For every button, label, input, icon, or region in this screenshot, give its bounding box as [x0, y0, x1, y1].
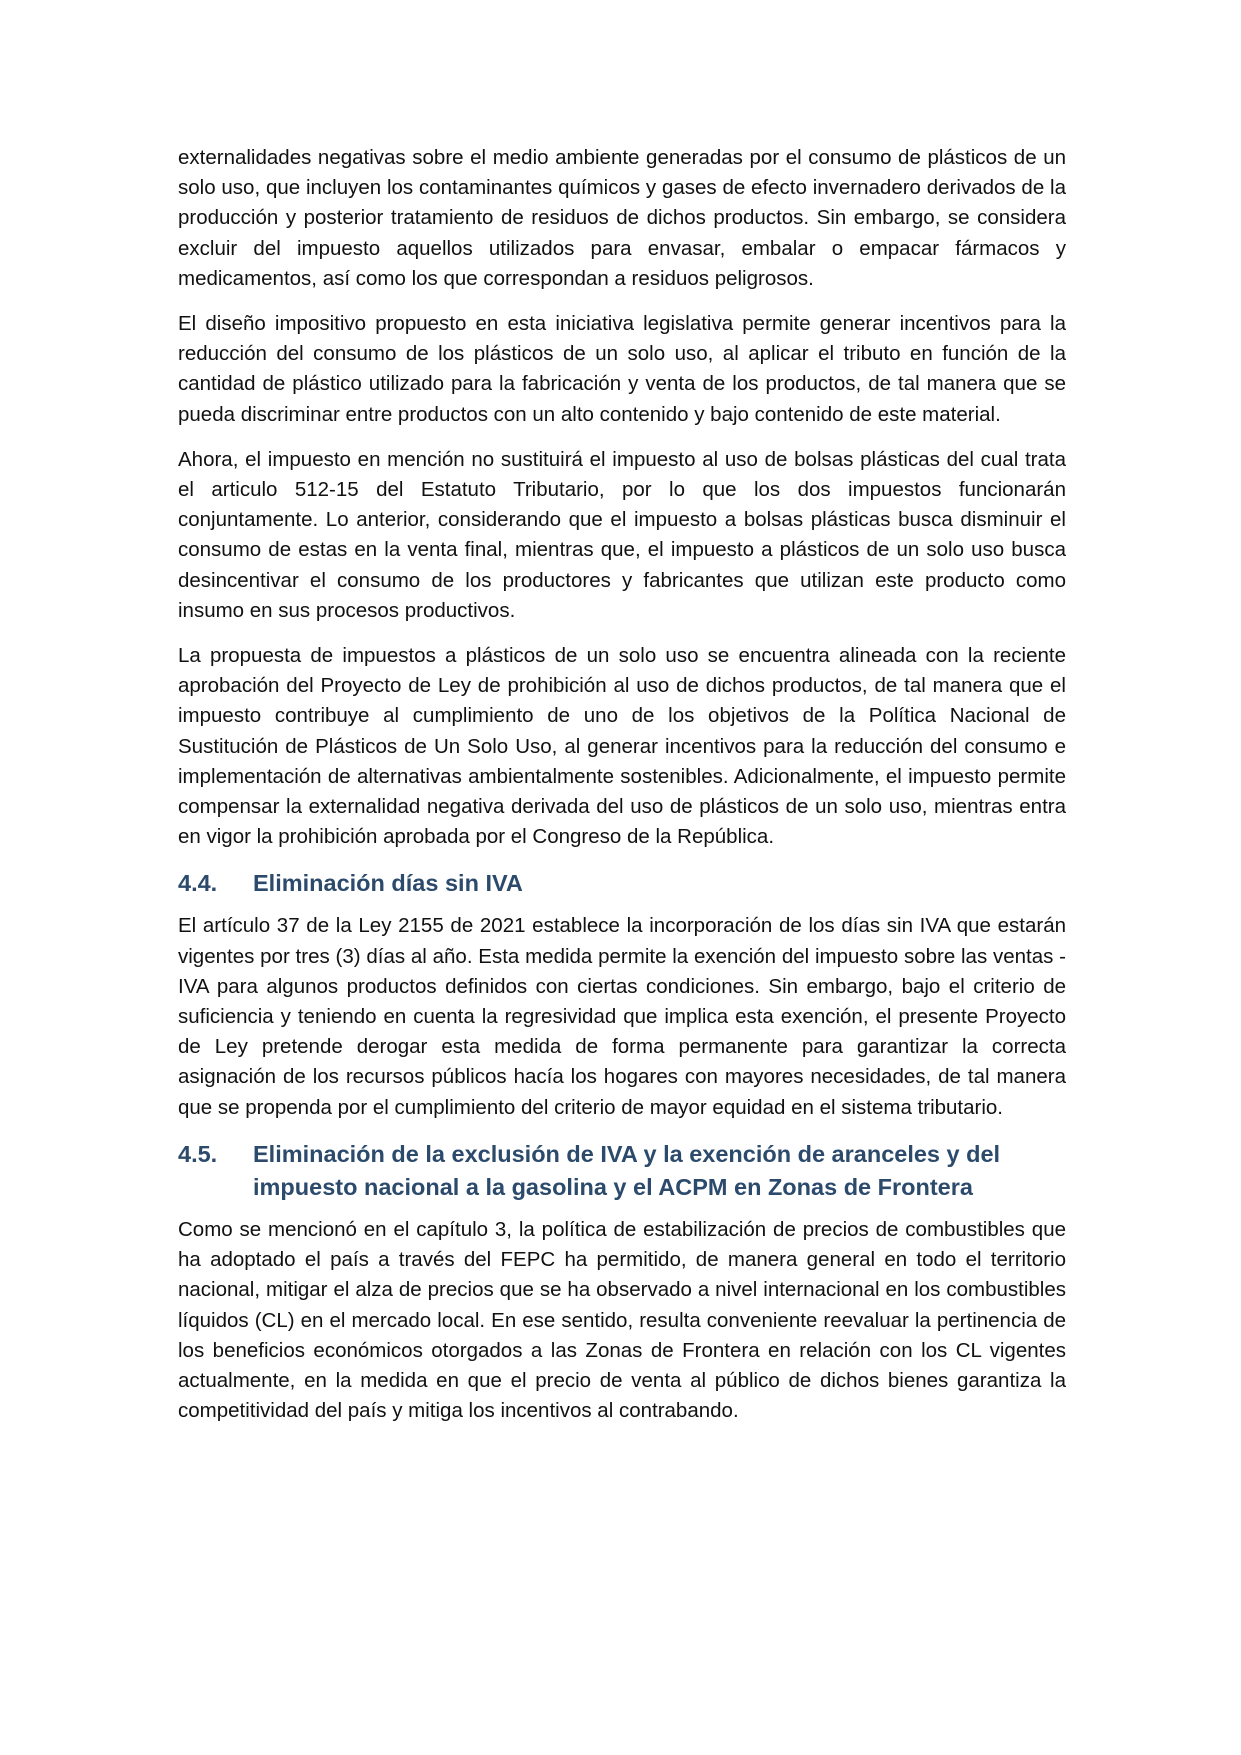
paragraph-days-without-vat: El artículo 37 de la Ley 2155 de 2021 establece la incorporación de los días sin IVA que estarán vigentes por tres (3) días al año. Esta medida permite la exención del impuesto sobre las ventas -IVA para algunos productos definidos con ciertas condiciones. Sin embargo, bajo el criterio de suficiencia y teniendo en cuenta la regresividad que implica esta exención, el presente Proyecto de Ley pretende derogar esta medida de forma permanente para garantizar la correcta asignación de los recursos públicos hacía los hogares con mayores necesidades, de tal manera que se propenda por el cumplimiento del criterio de mayor equidad en el sistema tributario.: [178, 914, 1066, 1119]
paragraph-plastics-externalities: externalidades negativas sobre el medio ambiente generadas por el consumo de plásticos de un solo uso, que incluyen los contaminantes químicos y gases de efecto invernadero derivados de la producción y posterior tratamiento de residuos de dichos productos. Sin embargo, se considera excluir del impuesto aquellos utilizados para envasar, embalar o empacar fármacos y medicamentos, así como los que correspondan a residuos peligrosos.: [178, 146, 1066, 290]
section-heading-4-5: [178, 1138, 1066, 1204]
section-title: Eliminación de la exclusión de IVA y la exención de aranceles y del impuesto nacional a la gasolina y el ACPM en Zonas de Frontera: [253, 1140, 1001, 1200]
paragraph-border-zones: Como se mencionó en el capítulo 3, la política de estabilización de precios de combustibles que ha adoptado el país a través del FEPC ha permitido, de manera general en todo el territorio nacional, mitigar el alza de precios que se ha observado a nivel internacional en los combustibles líquidos (CL) en el mercado local. En ese sentido, resulta conveniente reevaluar la pertinencia de los beneficios económicos otorgados a las Zonas de Frontera en relación con los CL vigentes actualmente, en la medida en que el precio de venta al público de dichos bienes garantiza la competitividad del país y mitiga los incentivos al contrabando.: [178, 1217, 1066, 1423]
section-heading-4-4: [178, 867, 1066, 900]
section-title: Eliminación días sin IVA: [253, 870, 523, 897]
document-page: [178, 143, 1066, 1441]
paragraph-plastics-policy-alignment: La propuesta de impuestos a plásticos de un solo uso se encuentra alineada con la reciente aprobación del Proyecto de Ley de prohibición al uso de dichos productos, de tal manera que el impuesto contribuye al cumplimiento de uno de los objetivos de la Política Nacional de Sustitución de Plásticos de Un Solo Uso, al generar incentivos para la reducción del consumo e implementación de alternativas ambientalmente sostenibles. Adicionalmente, el impuesto permite compensar la externalidad negativa derivada del uso de plásticos de un solo uso, mientras entra en vigor la prohibición aprobada por el Congreso de la República.: [178, 644, 1066, 849]
section-number: 4.4.: [178, 870, 218, 897]
paragraph-tax-design: El diseño impositivo propuesto en esta iniciativa legislativa permite generar incentivos para la reducción del consumo de los plásticos de un solo uso, al aplicar el tributo en función de la cantidad de plástico utilizado para la fabricación y venta de los productos, de tal manera que se pueda discriminar entre productos con un alto contenido y bajo contenido de este material.: [178, 312, 1066, 426]
section-number: 4.5.: [178, 1140, 218, 1167]
paragraph-plastic-bags-tax: Ahora, el impuesto en mención no sustituirá el impuesto al uso de bolsas plásticas del cual trata el articulo 512-15 del Estatuto Tributario, por lo que los dos impuestos funcionarán conjuntamente. Lo anterior, considerando que el impuesto a bolsas plásticas busca disminuir el consumo de estas en la venta final, mientras que, el impuesto a plásticos de un solo uso busca desincentivar el consumo de los productores y fabricantes que utilizan este producto como insumo en sus procesos productivos.: [178, 447, 1066, 622]
